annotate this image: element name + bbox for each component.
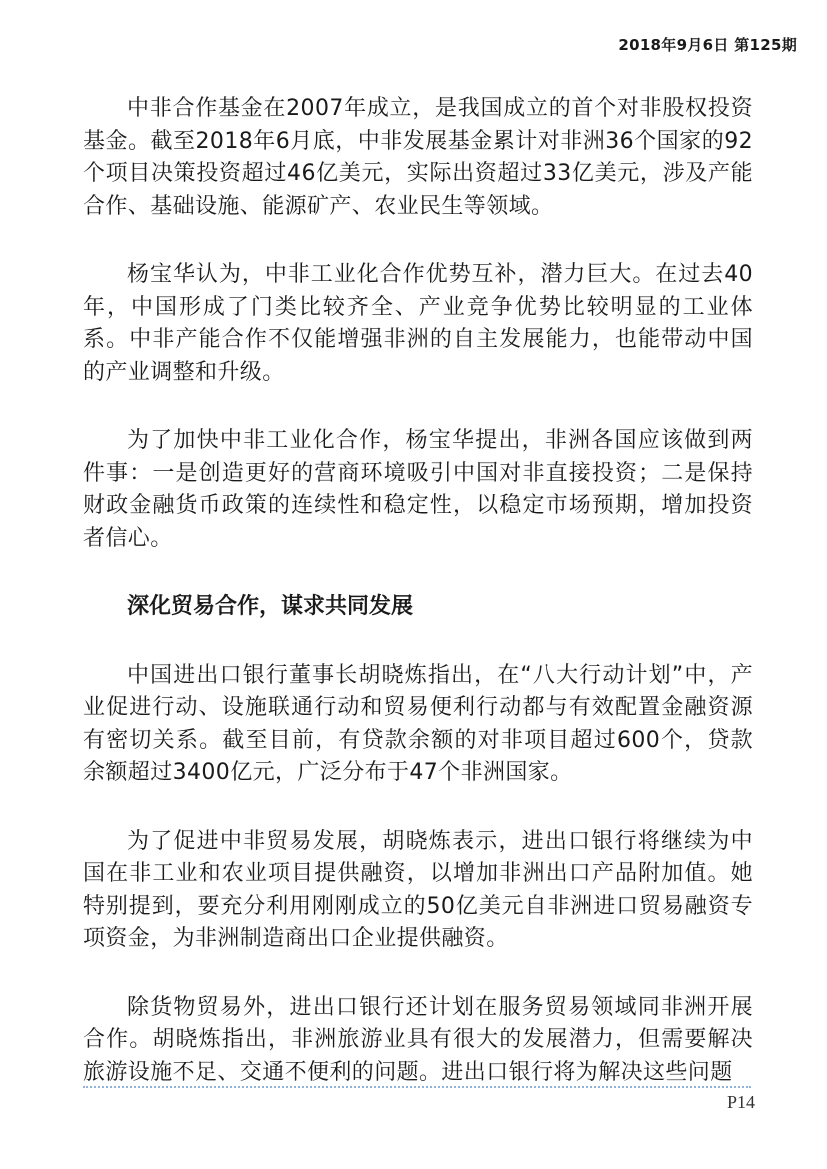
page-number: P14 bbox=[726, 1092, 755, 1112]
section-heading: 深化贸易合作，谋求共同发展 bbox=[127, 594, 414, 619]
paragraph-industrial-cooperation: 杨宝华认为，中非工业化合作优势互补，潜力巨大。在过去40年，中国形成了门类比较齐全、产业竞争优势比较明显的工业体系。中非产能合作不仅能增强非洲的自主发展能力，也能带动中国的产业调整和升级。 bbox=[83, 262, 753, 385]
paragraph-trade-development: 为了促进中非贸易发展，胡晓炼表示，进出口银行将继续为中国在非工业和农业项目提供融资，以增加非洲出口产品附加值。她特别提到，要充分利用刚刚成立的50亿美元自非洲进口贸易融资专项资金，为非洲制造商出口企业提供融资。 bbox=[83, 828, 753, 951]
article-body bbox=[83, 93, 753, 1125]
paragraph-services-trade: 除货物贸易外，进出口银行还计划在服务贸易领域同非洲开展合作。胡晓炼指出，非洲旅游业具有很大的发展潜力，但需要解决旅游设施不足、交通不便利的问题。进出口银行将为解决这些问题 bbox=[83, 994, 753, 1085]
issue-date-header: 2018年9月6日 第125期 bbox=[618, 36, 797, 54]
paragraph-two-things: 为了加快中非工业化合作，杨宝华提出，非洲各国应该做到两件事：一是创造更好的营商环境吸引中国对非直接投资；二是保持财政金融货币政策的连续性和稳定性，以稳定市场预期，增加投资者信心。 bbox=[83, 428, 753, 551]
paragraph-fund-overview: 中非合作基金在2007年成立，是我国成立的首个对非股权投资基金。截至2018年6月底，中非发展基金累计对非洲36个国家的92个项目决策投资超过46亿美元，实际出资超过33亿美元，涉及产能合作、基础设施、能源矿产、农业民生等领域。 bbox=[83, 96, 753, 219]
paragraph-exim-bank: 中国进出口银行董事长胡晓炼指出，在“八大行动计划”中，产业促进行动、设施联通行动和贸易便利行动都与有效配置金融资源有密切关系。截至目前，有贷款余额的对非项目超过600个，贷款余额超过3400亿元，广泛分布于47个非洲国家。 bbox=[83, 662, 753, 785]
footer-divider bbox=[83, 1086, 751, 1088]
